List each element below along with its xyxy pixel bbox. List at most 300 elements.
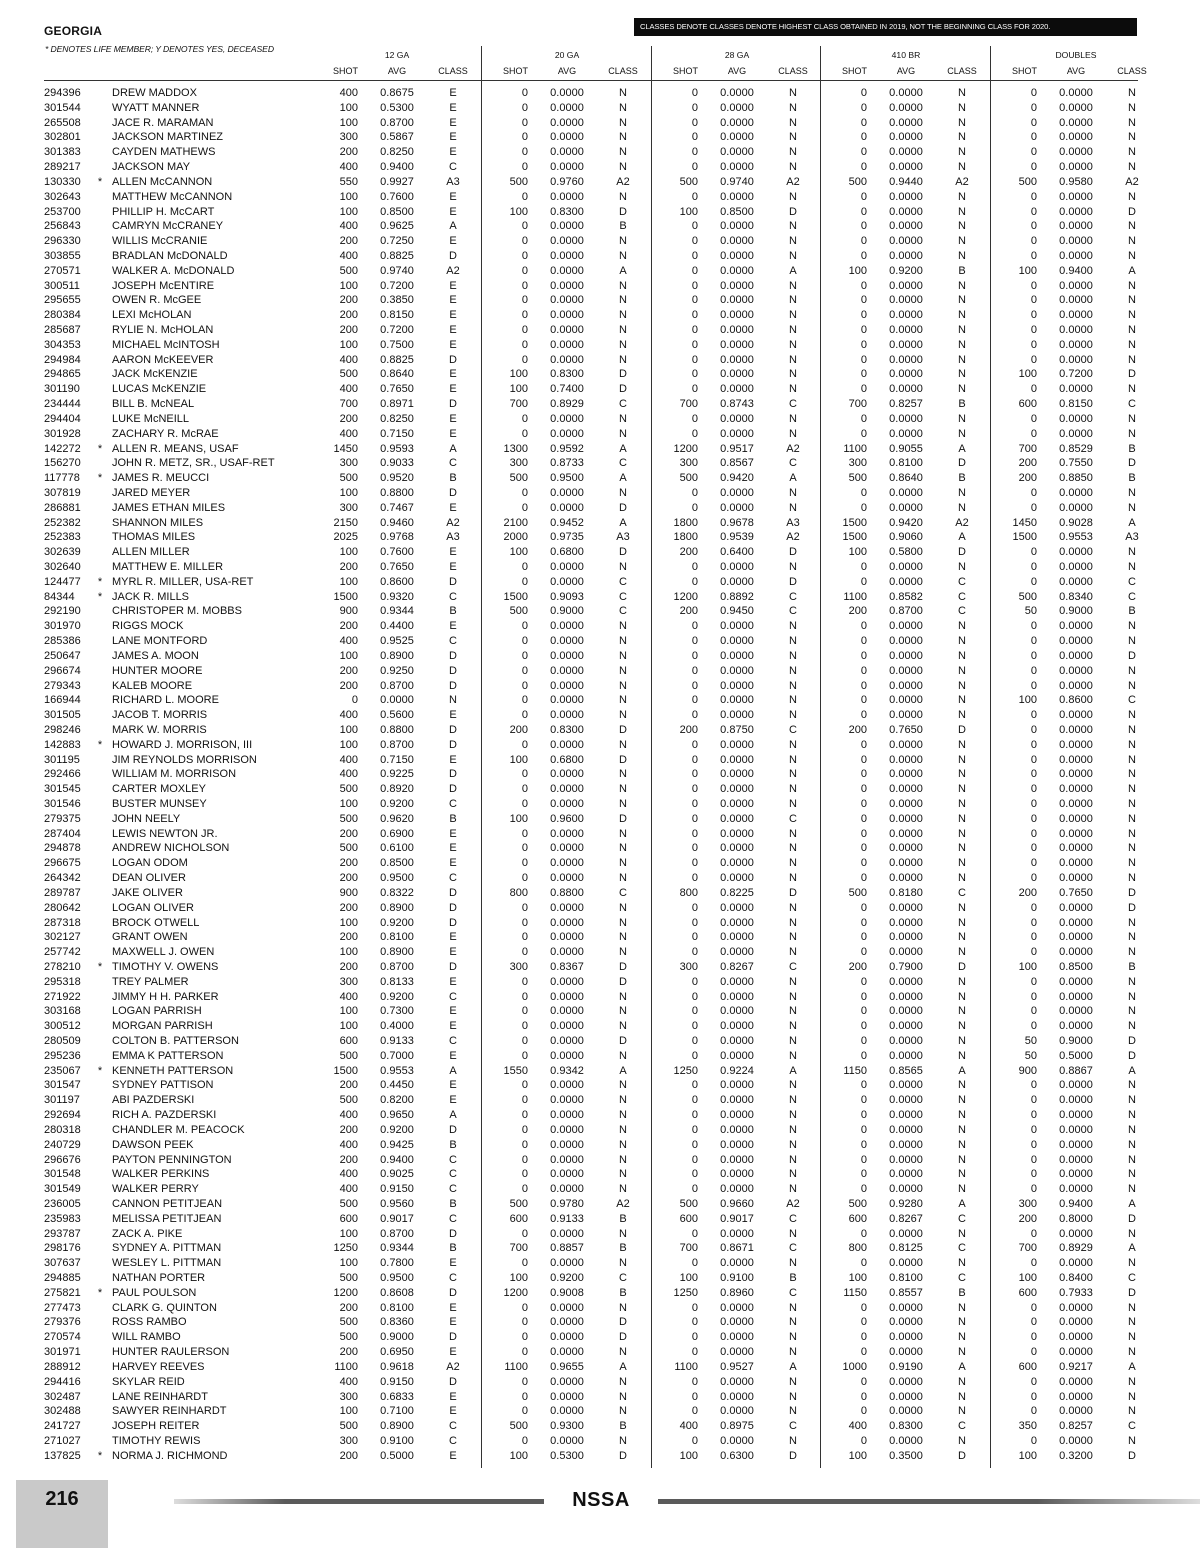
life-member-mark: * [97, 472, 103, 485]
avg-value: 0.0000 [889, 931, 923, 944]
shot-value: 0 [691, 235, 698, 248]
avg-value: 0.0000 [1059, 1123, 1093, 1136]
avg-value: 0.0000 [1059, 1005, 1093, 1018]
shot-value: 400 [339, 709, 358, 722]
shot-value: 0 [860, 131, 867, 144]
avg-value: 0.0000 [720, 916, 754, 929]
class-value: N [1128, 1227, 1136, 1240]
class-value: N [619, 87, 627, 99]
shot-value: 0 [860, 738, 867, 751]
shot-value: 0 [521, 931, 528, 944]
shot-value: 0 [521, 1079, 528, 1092]
shot-value: 1500 [333, 1064, 358, 1077]
avg-value: 0.7800 [380, 1257, 414, 1270]
class-value: C [449, 1420, 457, 1433]
avg-value: 0.0000 [720, 1316, 754, 1329]
avg-value: 0.0000 [889, 561, 923, 573]
class-value: N [789, 235, 797, 248]
shot-value: 0 [1030, 324, 1037, 336]
class-value: B [1128, 442, 1136, 455]
shot-value: 0 [691, 575, 698, 588]
avg-value: 0.9342 [550, 1064, 584, 1077]
class-value: C [789, 398, 797, 411]
avg-value: 0.9740 [380, 264, 414, 277]
member-id: 280509 [44, 1035, 81, 1047]
shot-value: 0 [1030, 1183, 1037, 1196]
table-row [0, 723, 1200, 738]
class-value: N [958, 798, 966, 810]
shot-value: 100 [1018, 694, 1037, 707]
member-name: SHANNON MILES [112, 516, 204, 529]
shot-value: 0 [521, 131, 528, 144]
class-value: B [1128, 472, 1136, 485]
class-value: N [1128, 798, 1136, 810]
shot-value: 500 [848, 175, 867, 188]
shot-value: 0 [521, 1020, 528, 1033]
class-value: E [449, 294, 457, 307]
shot-value: 0 [691, 975, 698, 988]
shot-value: 0 [691, 694, 698, 707]
shot-value: 700 [1018, 442, 1037, 455]
avg-value: 0.0000 [720, 324, 754, 336]
shot-value: 300 [679, 960, 698, 973]
class-value: N [958, 1183, 966, 1196]
avg-value: 0.8400 [1059, 1272, 1093, 1284]
avg-value: 0.8582 [889, 590, 923, 603]
member-id: 304353 [44, 338, 81, 351]
shot-value: 500 [679, 472, 698, 485]
member-id: 279376 [44, 1316, 81, 1329]
table-row [0, 1227, 1200, 1242]
member-id: 288912 [44, 1360, 81, 1373]
avg-value: 0.8600 [380, 575, 414, 588]
class-value: N [958, 1257, 966, 1270]
avg-value: 0.8100 [380, 931, 414, 944]
table-row [0, 412, 1200, 427]
class-value: N [1128, 161, 1136, 174]
class-value: E [449, 620, 457, 633]
class-value: N [789, 901, 797, 914]
class-value: C [449, 1183, 457, 1196]
avg-value: 0.0000 [720, 1346, 754, 1359]
shot-value: 1100 [843, 590, 867, 603]
avg-value: 0.0000 [720, 694, 754, 707]
table-row [0, 782, 1200, 797]
avg-value: 0.9452 [550, 516, 584, 529]
state-heading: GEORGIA [44, 24, 103, 38]
shot-value: 100 [339, 1405, 358, 1418]
class-value: D [958, 723, 966, 736]
member-name: HOWARD J. MORRISON, III [112, 738, 253, 751]
class-value: E [449, 1005, 457, 1018]
class-value: C [619, 457, 627, 470]
class-value: N [789, 649, 797, 662]
avg-header: AVG [557, 66, 577, 76]
shot-value: 0 [1030, 279, 1037, 292]
shot-value: 0 [1030, 101, 1037, 114]
class-value: A3 [446, 531, 460, 544]
table-row [0, 442, 1200, 457]
shot-value: 0 [691, 131, 698, 144]
class-value: N [1128, 249, 1136, 262]
shot-value: 0 [521, 279, 528, 292]
avg-value: 0.9420 [889, 516, 923, 529]
avg-value: 0.0000 [1059, 1405, 1093, 1418]
class-value: N [619, 1183, 627, 1196]
avg-value: 0.0000 [720, 946, 754, 959]
class-value: A3 [446, 175, 460, 188]
avg-value: 0.0000 [889, 1346, 923, 1359]
member-name: ROSS RAMBO [112, 1316, 187, 1329]
member-id: 301970 [44, 620, 81, 633]
shot-value: 100 [339, 101, 358, 114]
shot-value: 0 [691, 309, 698, 322]
shot-value: 0 [521, 412, 528, 425]
avg-value: 0.8640 [380, 368, 414, 381]
shot-value: 600 [1018, 1286, 1037, 1299]
member-name: LOGAN OLIVER [112, 901, 194, 914]
shot-value: 0 [1030, 383, 1037, 396]
class-value: N [958, 279, 966, 292]
member-name: JOSEPH McENTIRE [112, 279, 215, 292]
class-value: B [619, 1212, 627, 1225]
avg-value: 0.8300 [550, 368, 584, 381]
avg-value: 0.0000 [1059, 753, 1093, 766]
avg-value: 0.8700 [380, 679, 414, 692]
avg-value: 0.0000 [889, 916, 923, 929]
shot-value: 0 [1030, 1331, 1037, 1344]
avg-value: 0.0000 [550, 501, 584, 514]
table-row [0, 1434, 1200, 1449]
class-value: C [958, 1420, 966, 1433]
class-value: N [789, 412, 797, 425]
table-row [0, 1153, 1200, 1168]
avg-value: 0.0000 [889, 1138, 923, 1151]
table-row [0, 1360, 1200, 1375]
class-value: C [449, 1434, 457, 1447]
class-value: N [1128, 990, 1136, 1003]
member-name: LANE REINHARDT [112, 1390, 208, 1403]
class-value: N [619, 1227, 627, 1240]
avg-value: 0.0000 [1059, 812, 1093, 825]
class-value: N [958, 338, 966, 351]
shot-value: 0 [691, 931, 698, 944]
shot-value: 200 [679, 546, 698, 559]
avg-value: 0.8150 [380, 309, 414, 322]
shot-header: SHOT [841, 66, 867, 76]
shot-value: 0 [521, 827, 528, 840]
avg-value: 0.7150 [380, 753, 414, 766]
avg-value: 0.9055 [889, 442, 923, 455]
shot-value: 0 [1030, 353, 1037, 366]
avg-value: 0.8825 [380, 249, 414, 262]
shot-value: 0 [860, 486, 867, 499]
member-id: 302488 [44, 1405, 81, 1418]
table-row [0, 1078, 1200, 1093]
class-value: N [619, 798, 627, 810]
class-value: N [958, 664, 966, 677]
member-name: CLARK G. QUINTON [112, 1301, 217, 1314]
class-value: N [958, 827, 966, 840]
avg-value: 0.0000 [550, 1109, 584, 1122]
avg-value: 0.0000 [889, 679, 923, 692]
shot-value: 100 [339, 798, 358, 810]
table-row [0, 1034, 1200, 1049]
avg-value: 0.0000 [550, 1346, 584, 1359]
avg-value: 0.0000 [720, 798, 754, 810]
class-value: N [619, 738, 627, 751]
member-name: AARON McKEEVER [112, 353, 214, 366]
class-value: A [1128, 516, 1136, 529]
shot-value: 600 [1018, 398, 1037, 411]
avg-value: 0.0000 [550, 931, 584, 944]
shot-value: 0 [1030, 1109, 1037, 1122]
member-name: NATHAN PORTER [112, 1272, 206, 1284]
class-value: A2 [786, 531, 800, 544]
shot-value: 500 [339, 368, 358, 381]
member-name: MYRL R. MILLER, USA-RET [112, 575, 254, 588]
shot-value: 1500 [842, 516, 867, 529]
avg-value: 0.0000 [889, 946, 923, 959]
shot-header: SHOT [502, 66, 528, 76]
avg-value: 0.0000 [889, 872, 923, 885]
member-name: OWEN R. McGEE [112, 294, 202, 307]
avg-value: 0.9500 [550, 472, 584, 485]
member-name: RICH A. PAZDERSKI [112, 1109, 217, 1122]
member-name: WILLIAM M. MORRISON [112, 768, 237, 781]
avg-value: 0.9093 [550, 590, 584, 603]
avg-value: 0.7933 [1059, 1286, 1093, 1299]
avg-value: 0.7650 [380, 561, 414, 573]
class-value: D [449, 249, 457, 262]
shot-value: 100 [1018, 1272, 1037, 1284]
avg-value: 0.0000 [720, 975, 754, 988]
class-value: N [958, 486, 966, 499]
class-value: D [449, 783, 457, 796]
member-id: 156270 [44, 457, 81, 470]
shot-value: 0 [860, 1138, 867, 1151]
avg-value: 0.0000 [720, 235, 754, 248]
class-value: N [958, 205, 966, 218]
shot-value: 700 [848, 398, 867, 411]
shot-value: 700 [339, 398, 358, 411]
avg-value: 0.8929 [550, 398, 584, 411]
member-name: HUNTER RAULERSON [112, 1346, 230, 1359]
avg-value: 0.8900 [380, 946, 414, 959]
avg-header: AVG [1066, 66, 1086, 76]
shot-value: 200 [679, 605, 698, 618]
avg-value: 0.0000 [550, 1316, 584, 1329]
class-value: B [1128, 605, 1136, 618]
class-value: N [1128, 931, 1136, 944]
class-value: D [619, 975, 627, 988]
class-value: N [789, 561, 797, 573]
avg-value: 0.0000 [720, 309, 754, 322]
avg-value: 0.8529 [1059, 442, 1093, 455]
class-value: N [958, 368, 966, 381]
shot-value: 100 [848, 546, 867, 559]
avg-value: 0.0000 [720, 368, 754, 381]
member-id: 303168 [44, 1005, 81, 1018]
class-value: N [789, 1138, 797, 1151]
avg-value: 0.7200 [1059, 368, 1093, 381]
table-row [0, 812, 1200, 827]
avg-value: 0.0000 [1059, 1153, 1093, 1166]
class-value: D [958, 1449, 966, 1462]
shot-value: 0 [691, 990, 698, 1003]
class-value: N [1128, 427, 1136, 440]
shot-value: 0 [521, 990, 528, 1003]
shot-value: 200 [1018, 472, 1037, 485]
shot-value: 0 [521, 1257, 528, 1270]
table-row [0, 1182, 1200, 1197]
class-value: N [958, 190, 966, 203]
shot-value: 0 [691, 561, 698, 573]
class-value: N [1128, 1346, 1136, 1359]
class-header: CLASS [947, 66, 977, 76]
avg-value: 0.0000 [550, 872, 584, 885]
avg-value: 0.0000 [550, 1390, 584, 1403]
class-value: D [1128, 886, 1136, 899]
class-value: D [789, 886, 797, 899]
table-row [0, 1286, 1200, 1301]
avg-value: 0.0000 [550, 1331, 584, 1344]
shot-value: 0 [691, 783, 698, 796]
class-value: A [619, 1064, 627, 1077]
avg-value: 0.0000 [889, 309, 923, 322]
shot-value: 0 [1030, 1020, 1037, 1033]
avg-value: 0.0000 [889, 709, 923, 722]
class-value: E [449, 101, 457, 114]
class-value: N [789, 1005, 797, 1018]
avg-value: 0.8267 [720, 960, 754, 973]
class-value: N [958, 235, 966, 248]
class-value: E [449, 1405, 457, 1418]
class-value: B [958, 398, 966, 411]
shot-value: 0 [521, 235, 528, 248]
member-id: 289787 [44, 886, 81, 899]
avg-value: 0.9650 [380, 1109, 414, 1122]
shot-value: 0 [691, 412, 698, 425]
shot-value: 200 [339, 412, 358, 425]
avg-value: 0.9017 [720, 1212, 754, 1225]
shot-value: 0 [521, 575, 528, 588]
class-value: N [958, 501, 966, 514]
avg-value: 0.0000 [550, 87, 584, 99]
shot-value: 100 [509, 383, 528, 396]
shot-value: 0 [691, 753, 698, 766]
member-name: WILL RAMBO [112, 1331, 181, 1344]
shot-value: 0 [1030, 190, 1037, 203]
class-value: N [958, 1153, 966, 1166]
member-name: ALLEN MILLER [112, 546, 190, 559]
shot-value: 0 [860, 798, 867, 810]
avg-value: 0.4450 [380, 1079, 414, 1092]
avg-value: 0.0000 [1059, 1390, 1093, 1403]
shot-value: 500 [509, 175, 528, 188]
class-value: C [958, 886, 966, 899]
shot-value: 0 [691, 664, 698, 677]
class-value: N [1128, 501, 1136, 514]
member-id: 142883 [44, 738, 81, 751]
class-value: N [958, 990, 966, 1003]
class-value: N [789, 279, 797, 292]
class-value: C [449, 1168, 457, 1181]
class-value: E [449, 309, 457, 322]
member-name: GRANT OWEN [112, 931, 188, 944]
member-name: CANNON PETITJEAN [112, 1197, 223, 1210]
class-value: N [958, 901, 966, 914]
shot-value: 200 [848, 605, 867, 618]
avg-value: 0.9525 [380, 635, 414, 648]
class-value: N [958, 1123, 966, 1136]
class-value: C [958, 605, 966, 618]
footer-rule-left [174, 1499, 544, 1504]
shot-value: 200 [339, 827, 358, 840]
shot-value: 300 [848, 457, 867, 470]
avg-value: 0.0000 [720, 901, 754, 914]
class-value: N [789, 738, 797, 751]
shot-value: 300 [339, 131, 358, 144]
avg-value: 0.0000 [889, 783, 923, 796]
avg-value: 0.0000 [720, 1109, 754, 1122]
class-value: D [789, 546, 797, 559]
avg-value: 0.8300 [889, 1420, 923, 1433]
class-value: D [1128, 1449, 1136, 1462]
shot-value: 400 [679, 1420, 698, 1433]
table-row [0, 753, 1200, 768]
avg-value: 0.0000 [720, 753, 754, 766]
avg-value: 0.0000 [889, 1168, 923, 1181]
class-value: N [1128, 1123, 1136, 1136]
avg-value: 0.0000 [889, 664, 923, 677]
shot-value: 0 [1030, 294, 1037, 307]
class-value: N [619, 1049, 627, 1062]
shot-value: 500 [339, 264, 358, 277]
member-name: ZACK A. PIKE [112, 1227, 183, 1240]
class-value: A [449, 442, 457, 455]
avg-value: 0.0000 [1059, 1301, 1093, 1314]
table-row [0, 1049, 1200, 1064]
shot-value: 0 [1030, 116, 1037, 129]
class-value: D [449, 649, 457, 662]
shot-value: 0 [521, 1434, 528, 1447]
class-value: N [619, 1123, 627, 1136]
avg-value: 0.9768 [380, 531, 414, 544]
shot-value: 200 [339, 1079, 358, 1092]
avg-value: 0.8300 [550, 723, 584, 736]
shot-value: 0 [1030, 768, 1037, 781]
avg-value: 0.8920 [380, 783, 414, 796]
class-value: N [789, 1094, 797, 1107]
shot-value: 0 [691, 249, 698, 262]
member-id: 298246 [44, 723, 81, 736]
class-value: D [619, 960, 627, 973]
class-value: D [619, 1449, 627, 1462]
shot-value: 0 [860, 412, 867, 425]
shot-value: 0 [691, 1138, 698, 1151]
avg-value: 0.8340 [1059, 590, 1093, 603]
shot-value: 0 [860, 575, 867, 588]
avg-value: 0.0000 [720, 1390, 754, 1403]
shot-value: 0 [691, 679, 698, 692]
class-value: N [1128, 1257, 1136, 1270]
class-value: N [789, 842, 797, 855]
shot-value: 0 [1030, 635, 1037, 648]
group-header: 12 GA [384, 50, 410, 60]
shot-header: SHOT [672, 66, 698, 76]
shot-value: 0 [521, 309, 528, 322]
